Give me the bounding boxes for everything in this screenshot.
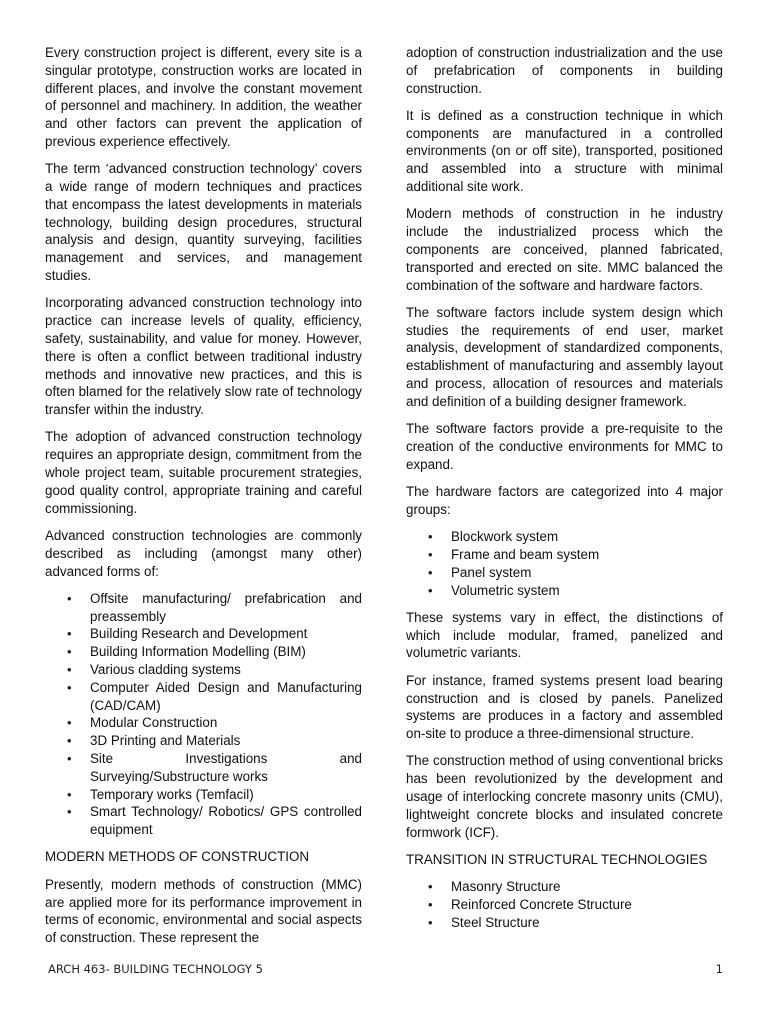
section-heading-mmc: MODERN METHODS OF CONSTRUCTION [45, 849, 310, 865]
paragraph: Every construction project is different, every site is a singular prototype, construction works are located in different places, and involve the constant movement of personnel and machinery. In addition, the weather and other factors can prevent the application of previous experience effectively. [45, 45, 362, 149]
hardware-groups-list [406, 528, 723, 599]
advanced-tech-list [45, 590, 362, 839]
left-column [45, 44, 362, 956]
paragraph: adoption of construction industrialization and the use of prefabrication of components in building construction. [406, 45, 723, 96]
paragraph: The construction method of using conventional bricks has been revolutionized by the development and usage of interlocking concrete masonry units (CMU), lightweight concrete blocks and insulated concrete formwork (ICF). [406, 753, 723, 840]
list-item: • Blockwork system [406, 528, 723, 546]
list-item: • Panel system [406, 564, 723, 582]
list-item: • Various cladding systems [45, 661, 362, 679]
course-code: ARCH 463- BUILDING TECHNOLOGY 5 [48, 962, 263, 976]
list-item: • Temporary works (Temfacil) [45, 786, 362, 804]
list-item: • Building Research and Development [45, 625, 362, 643]
list-item: • Computer Aided Design and Manufacturing (CAD/CAM) [45, 679, 362, 715]
list-item: • Smart Technology/ Robotics/ GPS controlled equipment [45, 803, 362, 839]
paragraph: The hardware factors are categorized into 4 major groups: [406, 484, 723, 517]
paragraph: Advanced construction technologies are commonly described as including (amongst many other) advanced forms of: [45, 527, 362, 579]
structure-types-list [406, 878, 723, 931]
list-item: • Modular Construction [45, 714, 362, 732]
list-item: • Steel Structure [406, 914, 723, 932]
paragraph: The software factors provide a pre-requisite to the creation of the conductive environments for MMC to expand. [406, 421, 723, 472]
paragraph: The software factors include system design which studies the requirements of end user, market analysis, development of standardized components, establishment of manufacturing and assembly layout and process, allocation of resources and materials and definition of a building designer framework. [406, 304, 723, 409]
list-item: • Masonry Structure [406, 878, 723, 896]
list-item: • Frame and beam system [406, 546, 723, 564]
list-item: • 3D Printing and Materials [45, 732, 362, 750]
paragraph: Presently, modern methods of construction (MMC) are applied more for its performance improvement in terms of economic, environmental and social aspects of construction. These represent the [45, 876, 362, 946]
paragraph: It is defined as a construction technique in which components are manufactured in a controlled environments (on or off site), transported, positioned and assembled into a structure with minimal additional site work. [406, 107, 723, 195]
list-item: • Site Investigations and Surveying/Substructure works [45, 750, 362, 786]
paragraph: Incorporating advanced construction technology into practice can increase levels of quality, efficiency, safety, sustainability, and value for money. However, there is often a conflict between traditional industry methods and innovative new practices, and this is often blamed for the relatively slow rate of technology transfer within the industry. [45, 295, 362, 418]
list-item: • Volumetric system [406, 582, 723, 600]
right-column [406, 44, 723, 941]
list-item: • Building Information Modelling (BIM) [45, 643, 362, 661]
paragraph: These systems vary in effect, the distinctions of which include modular, framed, panelized and volumetric variants. [406, 609, 723, 661]
list-item: • Offsite manufacturing/ prefabrication and preassembly [45, 590, 362, 626]
list-item: • Reinforced Concrete Structure [406, 896, 723, 914]
section-heading-transition: TRANSITION IN STRUCTURAL TECHNOLOGIES [406, 851, 708, 867]
paragraph: For instance, framed systems present load bearing construction and is closed by panels. Panelized systems are produces in a factory and assembled on-site to produce a three-dimensional structure. [406, 672, 723, 742]
paragraph: The term ‘advanced construction technology’ covers a wide range of modern techniques and practices that encompass the latest developments in materials technology, building design procedures, structural analysis and design, quantity surveying, facilities management and services, and management studies. [45, 161, 362, 284]
page-number: 1 [715, 962, 723, 976]
paragraph: Modern methods of construction in he industry include the industrialized process which the components are conceived, planned fabricated, transported and erected on site. MMC balanced the combination of the software and hardware factors. [406, 206, 723, 293]
paragraph: The adoption of advanced construction technology requires an appropriate design, commitment from the whole project team, suitable procurement strategies, good quality control, appropriate training and careful commissioning. [45, 429, 362, 516]
